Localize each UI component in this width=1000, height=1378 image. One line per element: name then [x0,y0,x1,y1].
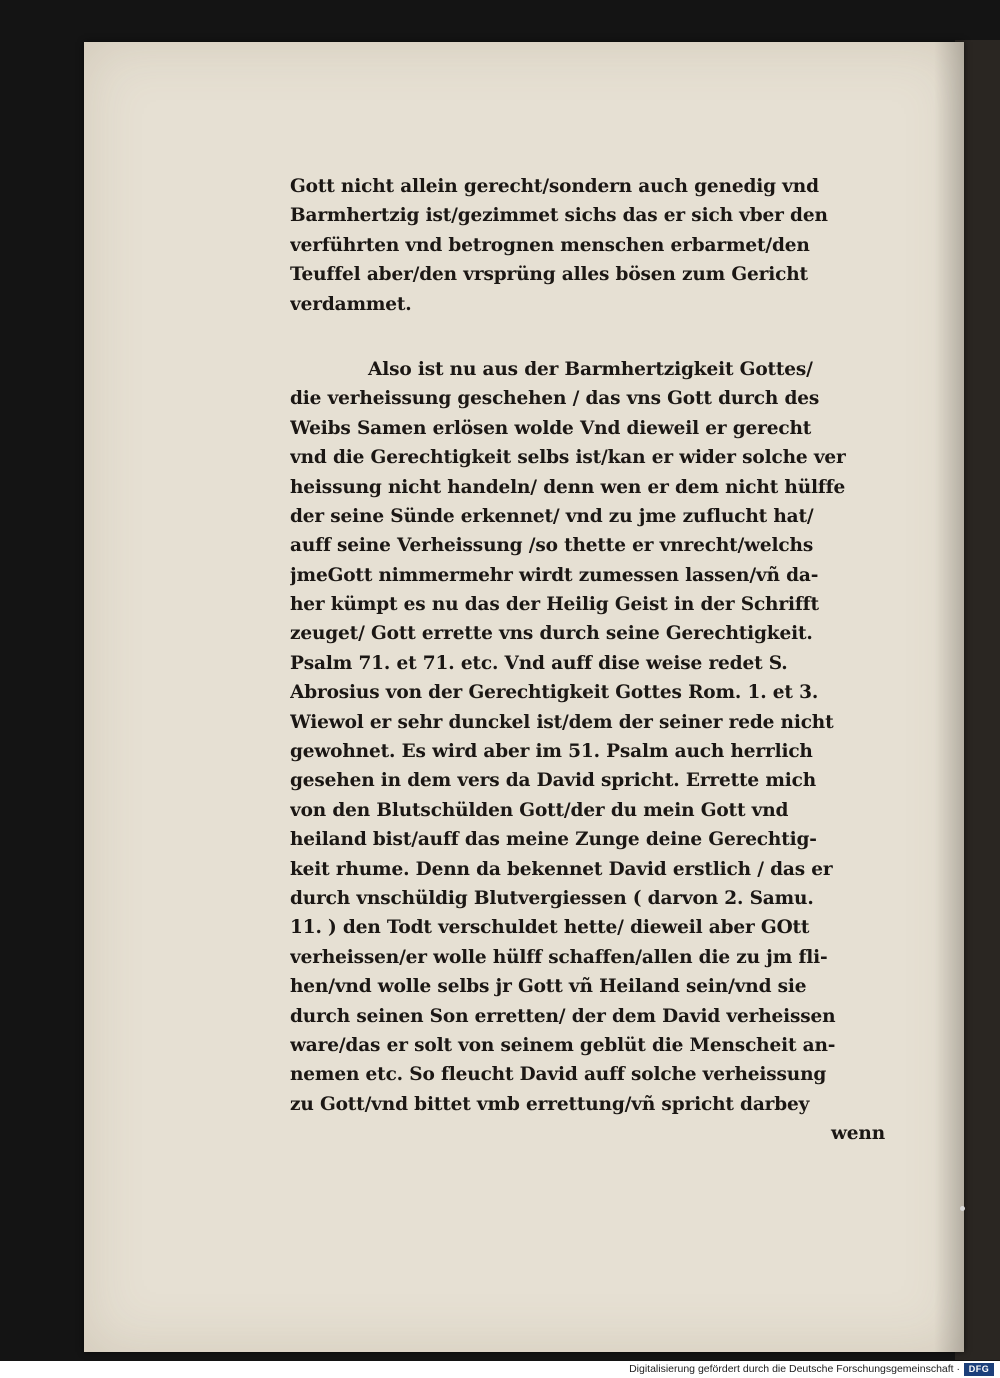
text-line: Wiewol er sehr dunckel ist/dem der seiner rede nicht [290,711,834,733]
text-line: die verheissung geschehen / das vns Gott durch des [290,388,820,410]
paragraph-gap [290,319,885,355]
text-line: heiland bist/auff das meine Zunge deine Gerechtig- [290,829,817,851]
text-line: gesehen in dem vers da David spricht. Errette mich [290,770,817,792]
page-edge-mark [960,1206,965,1211]
paragraph-1 [290,172,885,319]
text-line: hen/vnd wolle selbs jr Gott vñ Heiland sein/vnd sie [290,976,807,998]
text-line: durch seinen Son erretten/ der dem David verheissen [290,1005,836,1027]
text-line: zu Gott/vnd bittet vmb errettung/vñ spricht darbey [290,1093,810,1115]
text-line: zeuget/ Gott errette vns durch seine Gerechtigkeit. [290,623,813,645]
text-line: Abrosius von der Gerechtigkeit Gottes Rom. 1. et 3. [290,682,819,704]
footer-credit: Digitalisierung gefördert durch die Deutsche Forschungsgemeinschaft · [629,1363,960,1375]
text-line: Teuffel aber/den vrsprüng alles bösen zum Gericht [290,264,808,286]
text-line: auff seine Verheissung /so thette er vnrecht/welchs [290,535,814,557]
text-line: von den Blutschülden Gott/der du mein Gott vnd [290,799,789,821]
text-line: verdammet. [290,293,412,315]
text-line: Gott nicht allein gerecht/sondern auch genedig vnd [290,176,819,197]
text-line: Psalm 71. et 71. etc. Vnd auff dise weise redet S. [290,652,788,674]
text-line: verheissen/er wolle hülff schaffen/allen die zu jm fli- [290,946,828,968]
text-line: Barmhertzig ist/gezimmet sichs das er sich vber den [290,205,828,227]
text-line: gewohnet. Es wird aber im 51. Psalm auch herrlich [290,741,813,763]
text-line: durch vnschüldig Blutvergiessen ( darvon 2. Samu. [290,887,814,909]
text-line: verführten vnd betrognen menschen erbarmet/den [290,234,810,256]
text-line: nemen etc. So fleucht David auff solche verheissung [290,1064,827,1086]
text-line: vnd die Gerechtigkeit selbs ist/kan er wider solche ver [290,447,846,469]
text-line: jmeGott nimmermehr wirdt zumessen lassen/vñ da- [290,564,819,586]
page-text [290,172,885,1149]
text-line: her kümpt es nu das der Heilig Geist in der Schrifft [290,594,819,616]
text-line: 11. ) den Todt verschuldet hette/ dieweil aber GOtt [290,917,810,939]
dfg-logo-icon: DFG [964,1363,994,1376]
catchword: wenn [831,1123,885,1145]
text-line: Also ist nu aus der Barmhertzigkeit Gottes/ [368,358,813,380]
text-line: keit rhume. Denn da bekennet David erstlich / das er [290,858,833,880]
text-line: heissung nicht handeln/ denn wen er dem nicht hülffe [290,476,846,498]
text-line: Weibs Samen erlösen wolde Vnd dieweil er gerecht [290,417,812,439]
text-line: der seine Sünde erkennet/ vnd zu jme zuflucht hat/ [290,505,814,527]
paragraph-2 [290,355,885,1119]
text-line: ware/das er solt von seinem geblüt die Menscheit an- [290,1034,836,1056]
